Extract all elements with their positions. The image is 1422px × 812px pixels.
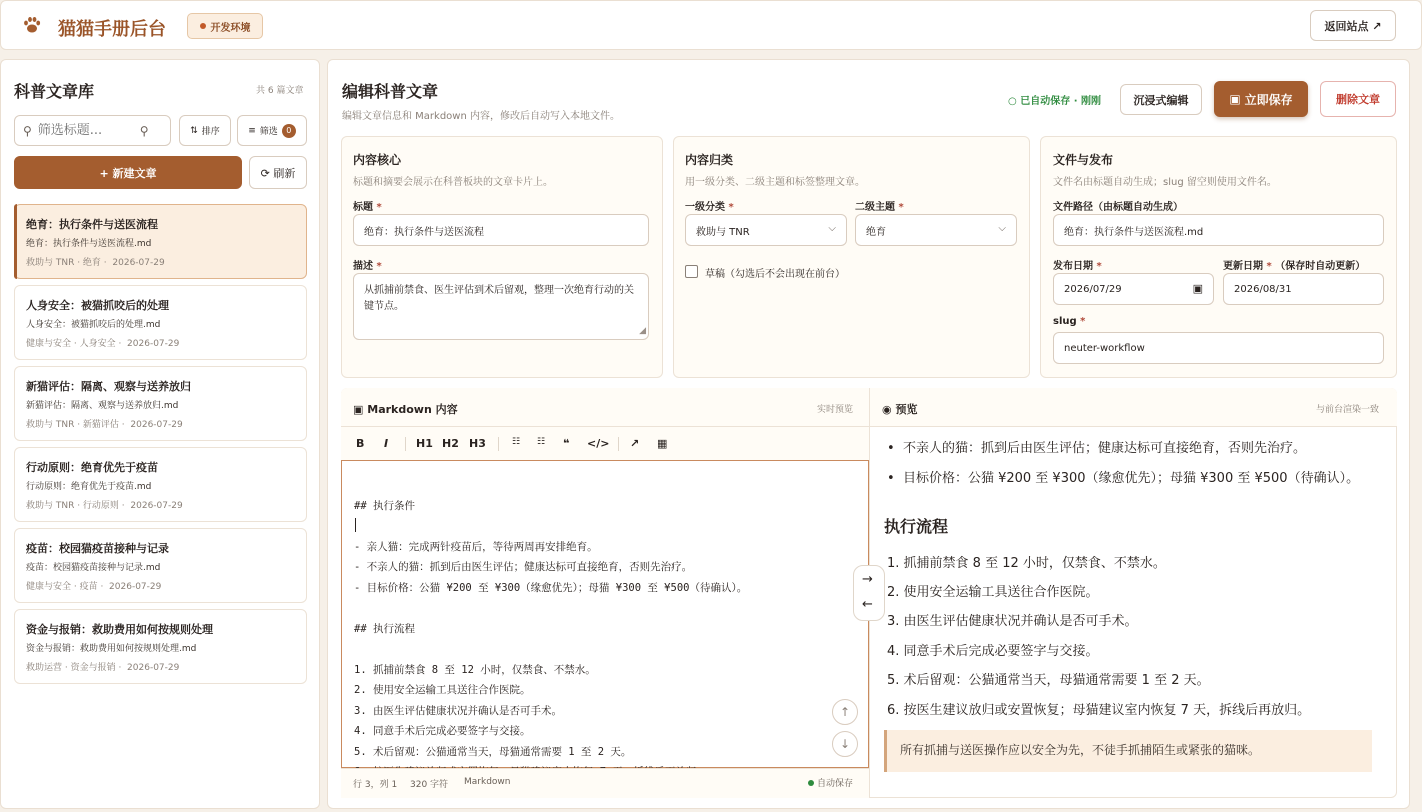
chevron-down-icon: ⌵ [998,223,1006,234]
code-line: 4. 同意手术后完成必要签字与交接。 [354,725,531,737]
preview-step: 1. 抓捕前禁食 8 至 12 小时，仅禁食、不禁水。 [887,556,1166,571]
article-item[interactable] [14,528,307,603]
draft-checkbox[interactable] [685,265,698,278]
refresh-button[interactable]: ⟳ 刷新 [249,156,307,189]
article-title: 资金与报销：救助费用如何按规则处理 [26,623,213,636]
search-submit-icon[interactable]: ⚲ [139,123,149,138]
text-cursor [355,518,356,532]
preview-hint: 与前台渲染一致 [1316,405,1380,415]
search-box[interactable] [14,115,171,146]
article-file: 疫苗：校园猫疫苗接种与记录.md [26,563,161,573]
env-badge-label: 开发环境 [210,22,251,34]
update-date-label: 更新日期 * （保存时自动更新） [1223,261,1366,272]
code-line: 3. 由医生评估健康状况并确认是否可手术。 [354,705,562,717]
preview-step: 6. 按医生建议放归或安置恢复；母猫建议室内恢复 7 天，拆线后再放归。 [887,703,1311,718]
search-icon: ⚲ [23,123,32,138]
calendar-icon[interactable]: ▣ [1192,282,1203,295]
code-line: - 亲人猫：完成两针疫苗后，等待两周再安排绝育。 [354,541,598,553]
markdown-icon: ▣ [353,403,364,416]
article-title: 行动原则：绝育优先于疫苗 [26,461,158,474]
preview-step: 5. 术后留观：公猫通常当天，母猫通常需要 1 至 2 天。 [887,673,1210,688]
preview-heading: 执行流程 [884,517,949,536]
check-circle-icon: ○ [1008,96,1017,107]
description-label: 描述 * [353,261,382,272]
search-input[interactable] [38,123,138,138]
code-line: - 目标价格：公猫 ¥200 至 ¥300（缘愈优先）；母猫 ¥300 至 ¥500（待确认）。 [354,582,748,594]
preview-bullet: • 不亲人的猫：抓到后由医生评估；健康达标可直接绝育，否则先治疗。 [887,441,1306,456]
h3-button[interactable]: H3 [469,437,486,450]
page-subtitle: 编辑文章信息和 Markdown 内容，修改后自动写入本地文件。 [342,111,620,122]
filter-label: 筛选 [259,127,278,137]
paw-logo-icon [22,15,42,35]
article-title: 绝育：执行条件与送医流程 [26,218,158,231]
slug-input[interactable]: neuter-workflow [1053,332,1384,364]
code-line: ## 执行条件 [354,500,415,512]
scroll-bottom-button[interactable]: ↓ [832,731,858,757]
sidebar-title: 科普文章库 [14,82,95,101]
new-article-button[interactable]: + 新建文章 [14,156,242,189]
content-category-desc: 用一级分类、二级主题和标签整理文章。 [685,177,865,188]
sort-label: 排序 [201,127,220,137]
toolbar-divider [498,437,499,451]
article-file: 新猫评估：隔离、观察与送养放归.md [26,401,179,411]
preview-blockquote [884,730,1372,772]
quote-icon[interactable]: ❝ [563,437,570,450]
cursor-position: 行 3，列 1 [353,780,398,790]
description-textarea[interactable] [353,273,649,340]
markdown-textarea[interactable] [341,460,869,768]
article-title: 疫苗：校园猫疫苗接种与记录 [26,542,169,555]
preview-icon: ◉ [882,403,892,416]
draft-label: 草稿（勾选后不会出现在前台） [705,269,845,280]
sort-button[interactable] [179,115,231,146]
save-icon: ▣ [1229,92,1241,106]
article-meta: 救助与 TNR · 绝育 · 2026-07-29 [26,258,165,268]
update-date-input[interactable]: 2026/08/31 [1223,273,1384,305]
sync-to-editor-icon[interactable]: ← [862,597,873,612]
category2-value: 绝育 [866,226,886,238]
publish-date-input[interactable] [1053,273,1214,305]
env-badge [187,13,263,39]
title-label: 标题 * [353,202,382,213]
article-title: 新猫评估：隔离、观察与送养放归 [26,380,191,393]
delete-article-button[interactable]: 删除文章 [1320,81,1396,117]
article-file: 行动原则：绝育优先于疫苗.md [26,482,152,492]
preview-title: ◉ 预览 [882,403,918,416]
toolbar-divider [618,437,619,451]
filter-icon: ≡ [248,125,256,136]
code-line: - 不亲人的猫：抓到后由医生评估；健康达标可直接绝育，否则先治疗。 [354,561,693,573]
h2-button[interactable]: H2 [442,437,459,450]
image-icon[interactable]: ▦ [657,437,668,450]
article-meta: 救助与 TNR · 行动原则 · 2026-07-29 [26,501,183,511]
file-path-label: 文件路径（由标题自动生成） [1053,202,1183,213]
description-text: 从抓捕前禁食、医生评估到术后留观，整理一次绝育行动的关键节点。 [364,285,634,312]
env-dot-icon [200,23,206,29]
h1-button[interactable]: H1 [416,437,433,450]
article-count: 共 6 篇文章 [256,86,304,96]
preview-quote-text: 所有抓捕与送医操作应以安全为先，不徒手抓捕陌生或紧张的猫咪。 [900,743,1261,757]
article-file: 绝育：执行条件与送医流程.md [26,239,152,249]
save-now-button[interactable] [1214,81,1308,117]
bold-button[interactable]: B [356,437,365,450]
autosave-status: ○ 已自动保存 · 刚刚 [1008,96,1101,107]
code-line: 2. 使用安全运输工具送往合作医院。 [354,684,531,696]
app-title: 猫猫手册后台 [58,19,166,40]
status-dot-icon [808,780,814,786]
article-title: 人身安全：被猫抓咬后的处理 [26,299,169,312]
resize-handle-icon[interactable]: ◢ [639,326,646,336]
content-category-title: 内容归类 [685,153,734,167]
italic-button[interactable]: I [384,437,389,450]
file-publish-title: 文件与发布 [1053,153,1114,167]
content-core-desc: 标题和摘要会展示在科普板块的文章卡片上。 [353,177,553,188]
code-line: 1. 抓捕前禁食 8 至 12 小时，仅禁食、不禁水。 [354,664,596,676]
markdown-title: ▣ Markdown 内容 [353,403,458,416]
autosave-indicator: 自动保存 [808,776,853,789]
editor-mode: Markdown [464,777,511,787]
file-publish-desc: 文件名由标题自动生成；slug 留空则使用文件名。 [1053,177,1277,188]
filter-button[interactable] [237,115,307,146]
toolbar-divider [405,437,406,451]
article-meta: 救助与 TNR · 新猫评估 · 2026-07-29 [26,420,183,430]
numbered-list-icon[interactable]: ☷ [537,437,546,447]
sort-icon: ⇅ [190,125,198,136]
article-meta: 救助运营 · 资金与报销 · 2026-07-29 [26,663,180,673]
publish-date-value: 2026/07/29 [1064,283,1122,295]
article-meta: 健康与安全 · 疫苗 · 2026-07-29 [26,582,162,592]
category1-value: 救助与 TNR [696,226,750,238]
preview-bullet: • 目标价格：公猫 ¥200 至 ¥300（缘愈优先）；母猫 ¥300 至 ¥500（待确认）。 [887,471,1360,486]
realtime-hint: 实时预览 [817,405,854,415]
immersive-edit-button[interactable]: 沉浸式编辑 [1120,84,1202,115]
file-path-input[interactable]: 绝育：执行条件与送医流程.md [1053,214,1384,246]
article-file: 人身安全：被猫抓咬后的处理.md [26,320,161,330]
preview-step: 4. 同意手术后完成必要签字与交接。 [887,644,1099,659]
category2-select[interactable] [855,214,1017,246]
chevron-down-icon: ⌵ [828,223,836,234]
page-title: 编辑科普文章 [342,82,439,101]
category2-label: 二级主题 * [855,202,904,213]
article-item[interactable] [14,609,307,684]
filter-count-badge: 0 [282,124,296,138]
article-item[interactable] [14,285,307,360]
article-meta: 健康与安全 · 人身安全 · 2026-07-29 [26,339,180,349]
article-item[interactable] [14,366,307,441]
title-input[interactable]: 绝育：执行条件与送医流程 [353,214,649,246]
code-line: 5. 术后留观：公猫通常当天，母猫通常需要 1 至 2 天。 [354,746,632,758]
sync-to-preview-icon[interactable]: → [862,572,873,587]
back-to-site-button[interactable]: 返回站点 ↗ [1310,10,1396,41]
preview-step: 2. 使用安全运输工具送往合作医院。 [887,585,1099,600]
category1-label: 一级分类 * [685,202,734,213]
char-count: 320 字符 [410,780,449,790]
preview-step: 3. 由医生评估健康状况并确认是否可手术。 [887,614,1138,629]
link-icon[interactable]: ↗ [630,437,640,450]
save-now-label: 立即保存 [1244,92,1293,107]
bullet-list-icon[interactable]: ☷ [512,437,521,447]
article-file: 资金与报销：救助费用如何按规则处理.md [26,644,197,654]
category1-select[interactable] [685,214,847,246]
publish-date-label: 发布日期 * [1053,261,1102,272]
content-core-title: 内容核心 [353,153,402,167]
code-line: ## 执行流程 [354,623,415,635]
scroll-top-button[interactable]: ↑ [832,699,858,725]
article-item[interactable] [14,204,307,279]
slug-label: slug * [1053,316,1086,327]
article-item[interactable] [14,447,307,522]
code-icon[interactable]: </> [587,437,610,450]
